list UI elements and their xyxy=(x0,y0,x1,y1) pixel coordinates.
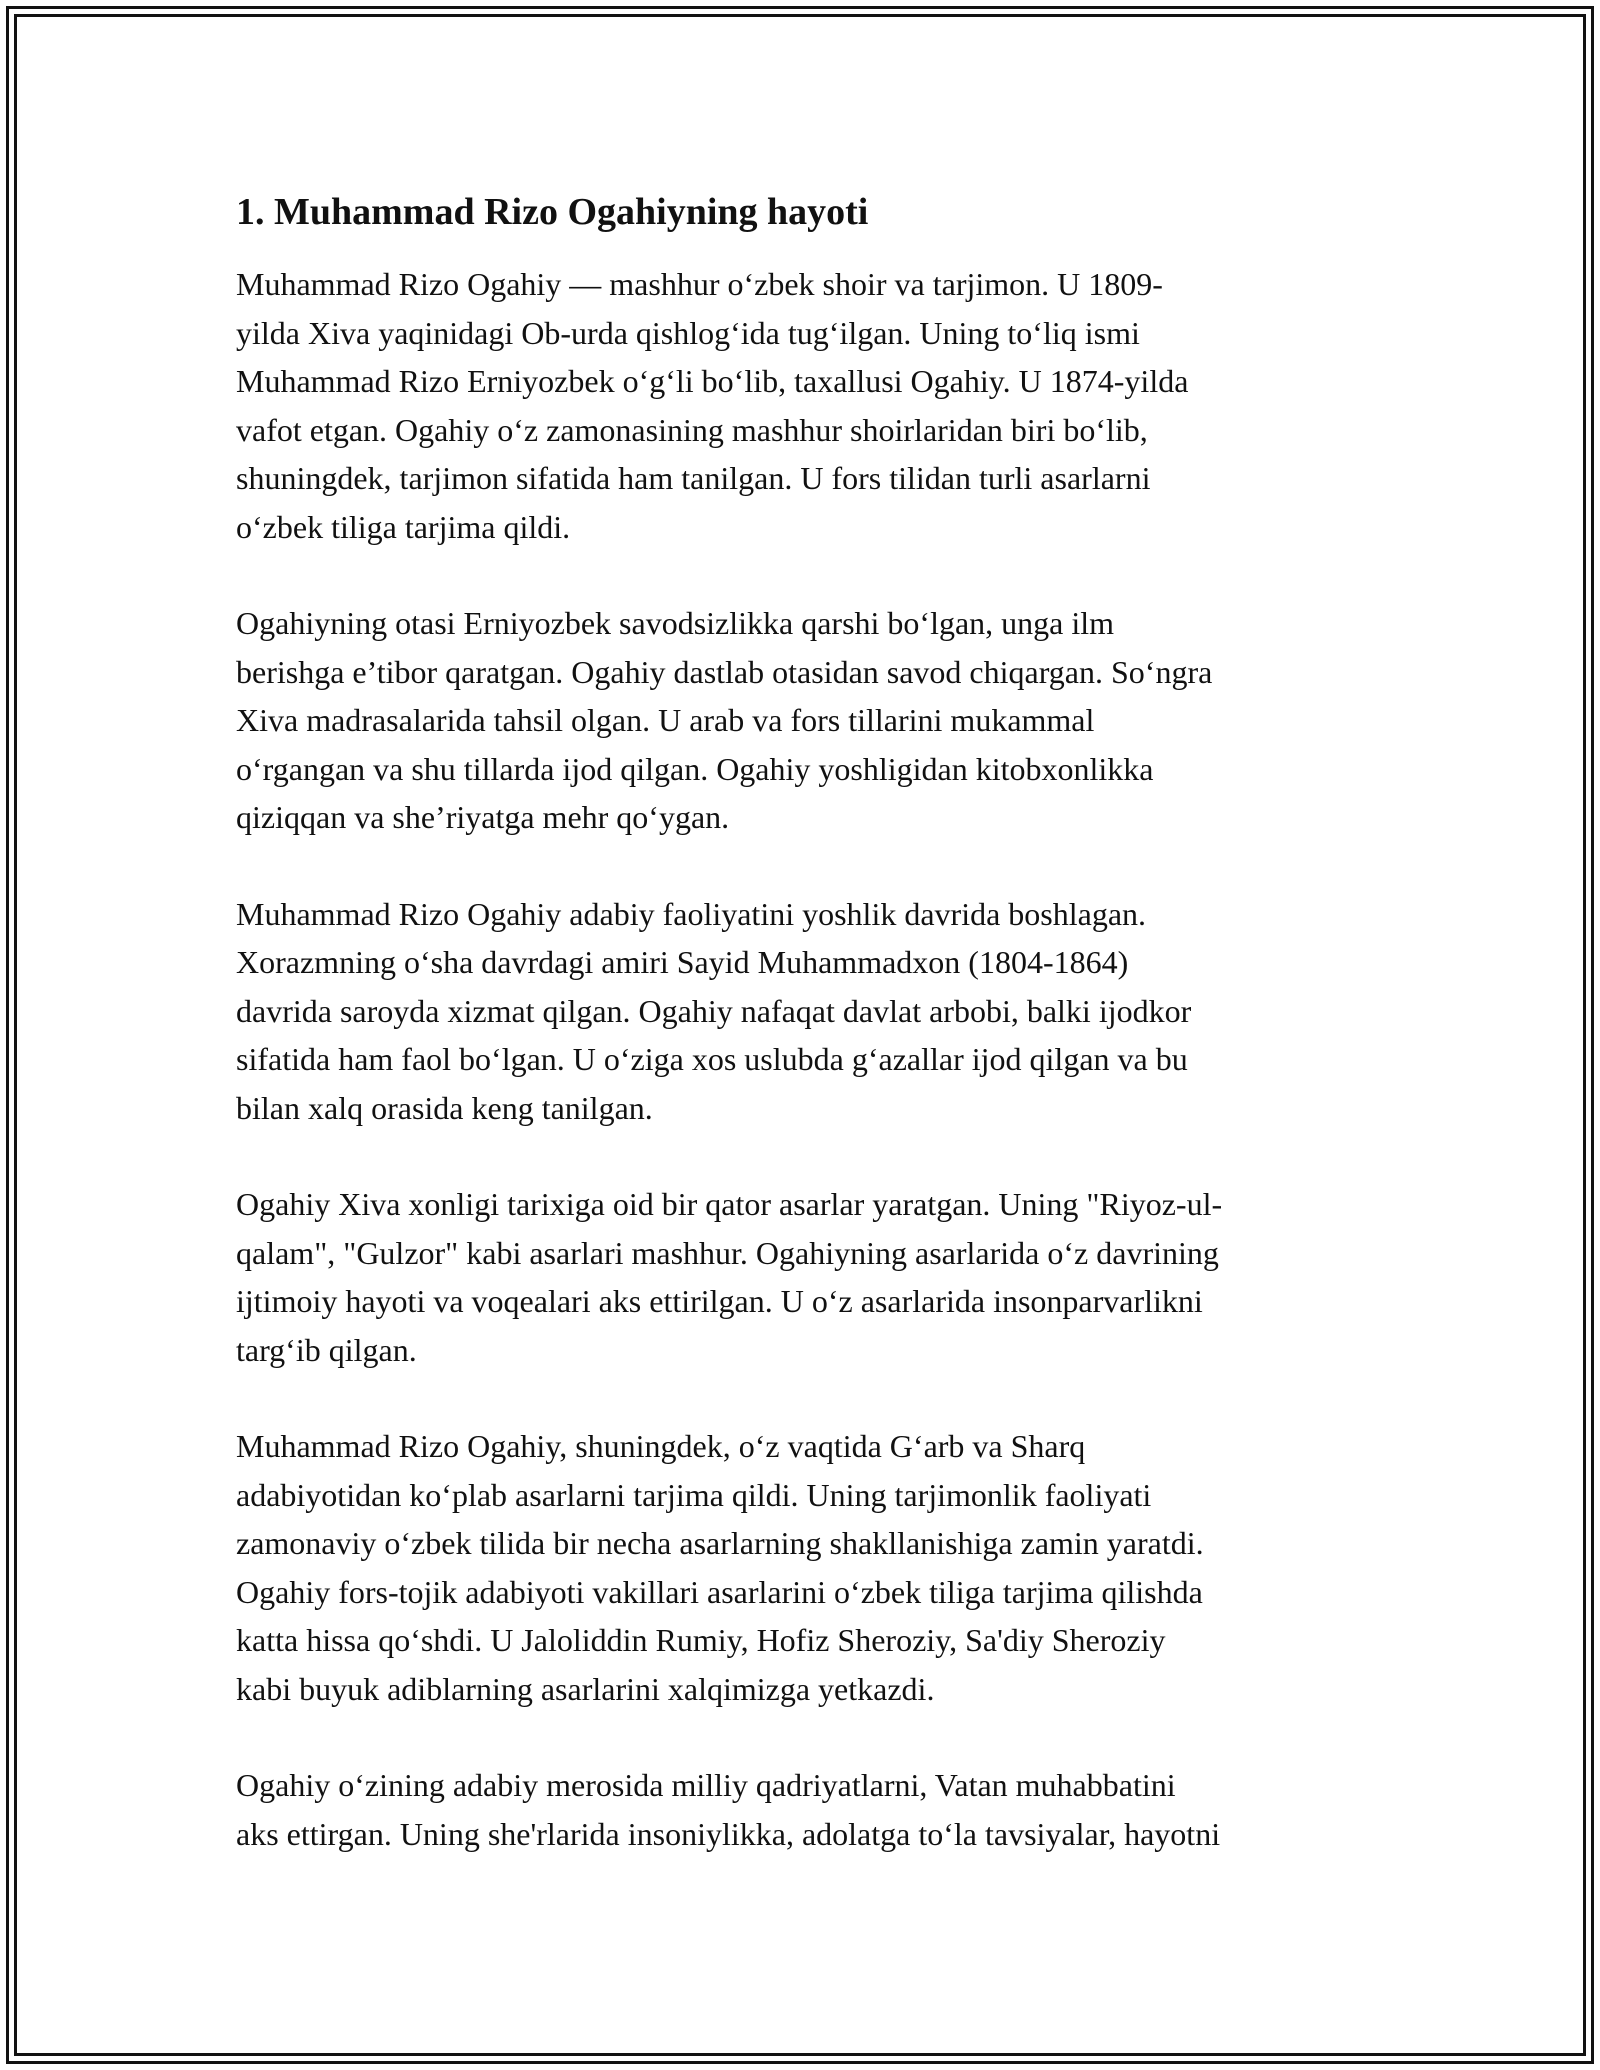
text-line: qalam", "Gulzor" kabi asarlari mashhur. Ogahiyning asarlarida o‘z davrining xyxy=(236,1234,1219,1271)
paragraph-6 xyxy=(236,1761,1366,1858)
paragraph-5 xyxy=(236,1422,1366,1713)
text-line: o‘zbek tiliga tarjima qildi. xyxy=(236,508,571,545)
paragraph-1 xyxy=(236,260,1366,551)
text-line: katta hissa qo‘shdi. U Jaloliddin Rumiy, Hofiz Sheroziy, Sa'diy Sheroziy xyxy=(236,1622,1166,1658)
text-line: vafot etgan. Ogahiy o‘z zamonasining mashhur shoirlaridan biri bo‘lib, xyxy=(236,411,1148,448)
paragraph-2 xyxy=(236,599,1366,842)
text-line: Xiva madrasalarida tahsil olgan. U arab va fors tillarini mukammal xyxy=(236,702,1095,738)
section-heading: 1. Muhammad Rizo Ogahiyning hayoti xyxy=(236,191,869,233)
text-line: Ogahiy o‘zining adabiy merosida milliy qadriyatlarni, Vatan muhabbatini xyxy=(236,1767,1176,1803)
text-line: Ogahiy Xiva xonligi tarixiga oid bir qator asarlar yaratgan. Uning "Riyoz-ul- xyxy=(236,1186,1223,1222)
text-line: Muhammad Rizo Erniyozbek o‘g‘li bo‘lib, taxallusi Ogahiy. U 1874-yilda xyxy=(236,363,1189,399)
text-line: Ogahiyning otasi Erniyozbek savodsizlikka qarshi bo‘lgan, unga ilm xyxy=(236,605,1115,641)
text-line: Xorazmning o‘sha davrdagi amiri Sayid Muhammadxon (1804-1864) xyxy=(236,944,1129,980)
text-line: o‘rgangan va shu tillarda ijod qilgan. Ogahiy yoshligidan kitobxonlikka xyxy=(236,750,1154,787)
paragraph-3 xyxy=(236,890,1366,1133)
text-line: adabiyotidan ko‘plab asarlarni tarjima qildi. Uning tarjimonlik faoliyati xyxy=(236,1476,1152,1513)
text-line: qiziqqan va she’riyatga mehr qo‘ygan. xyxy=(236,799,730,835)
text-line: ijtimoiy hayoti va voqealari aks ettirilgan. U o‘z asarlarida insonparvarlikni xyxy=(236,1283,1203,1319)
text-line: berishga e’tibor qaratgan. Ogahiy dastlab otasidan savod chiqargan. So‘ngra xyxy=(236,653,1213,690)
document-body xyxy=(236,180,1366,1906)
text-line: yilda Xiva yaqinidagi Ob-urda qishlog‘ida tug‘ilgan. Uning to‘liq ismi xyxy=(236,314,1140,351)
text-line: zamonaviy o‘zbek tilida bir necha asarlarning shakllanishiga zamin yaratdi. xyxy=(236,1525,1204,1561)
text-line: sifatida ham faol bo‘lgan. U o‘ziga xos uslubda g‘azallar ijod qilgan va bu xyxy=(236,1041,1188,1077)
text-line: targ‘ib qilgan. xyxy=(236,1331,417,1368)
text-line: Muhammad Rizo Ogahiy adabiy faoliyatini yoshlik davrida boshlagan. xyxy=(236,895,1147,932)
text-line: Ogahiy fors-tojik adabiyoti vakillari asarlarini o‘zbek tiliga tarjima qilishda xyxy=(236,1573,1203,1610)
text-line: aks ettirgan. Uning she'rlarida insoniylikka, adolatga to‘la tavsiyalar, hayotni xyxy=(236,1815,1221,1852)
text-line: Muhammad Rizo Ogahiy, shuningdek, o‘z vaqtida G‘arb va Sharq xyxy=(236,1428,1086,1464)
paragraph-4 xyxy=(236,1180,1366,1374)
text-line: kabi buyuk adiblarning asarlarini xalqimizga yetkazdi. xyxy=(236,1670,935,1707)
text-line: bilan xalq orasida keng tanilgan. xyxy=(236,1089,653,1126)
text-line: Muhammad Rizo Ogahiy — mashhur o‘zbek shoir va tarjimon. U 1809- xyxy=(236,266,1163,302)
text-line: shuningdek, tarjimon sifatida ham tanilgan. U fors tilidan turli asarlarni xyxy=(236,460,1151,496)
text-line: davrida saroyda xizmat qilgan. Ogahiy nafaqat davlat arbobi, balki ijodkor xyxy=(236,992,1192,1029)
